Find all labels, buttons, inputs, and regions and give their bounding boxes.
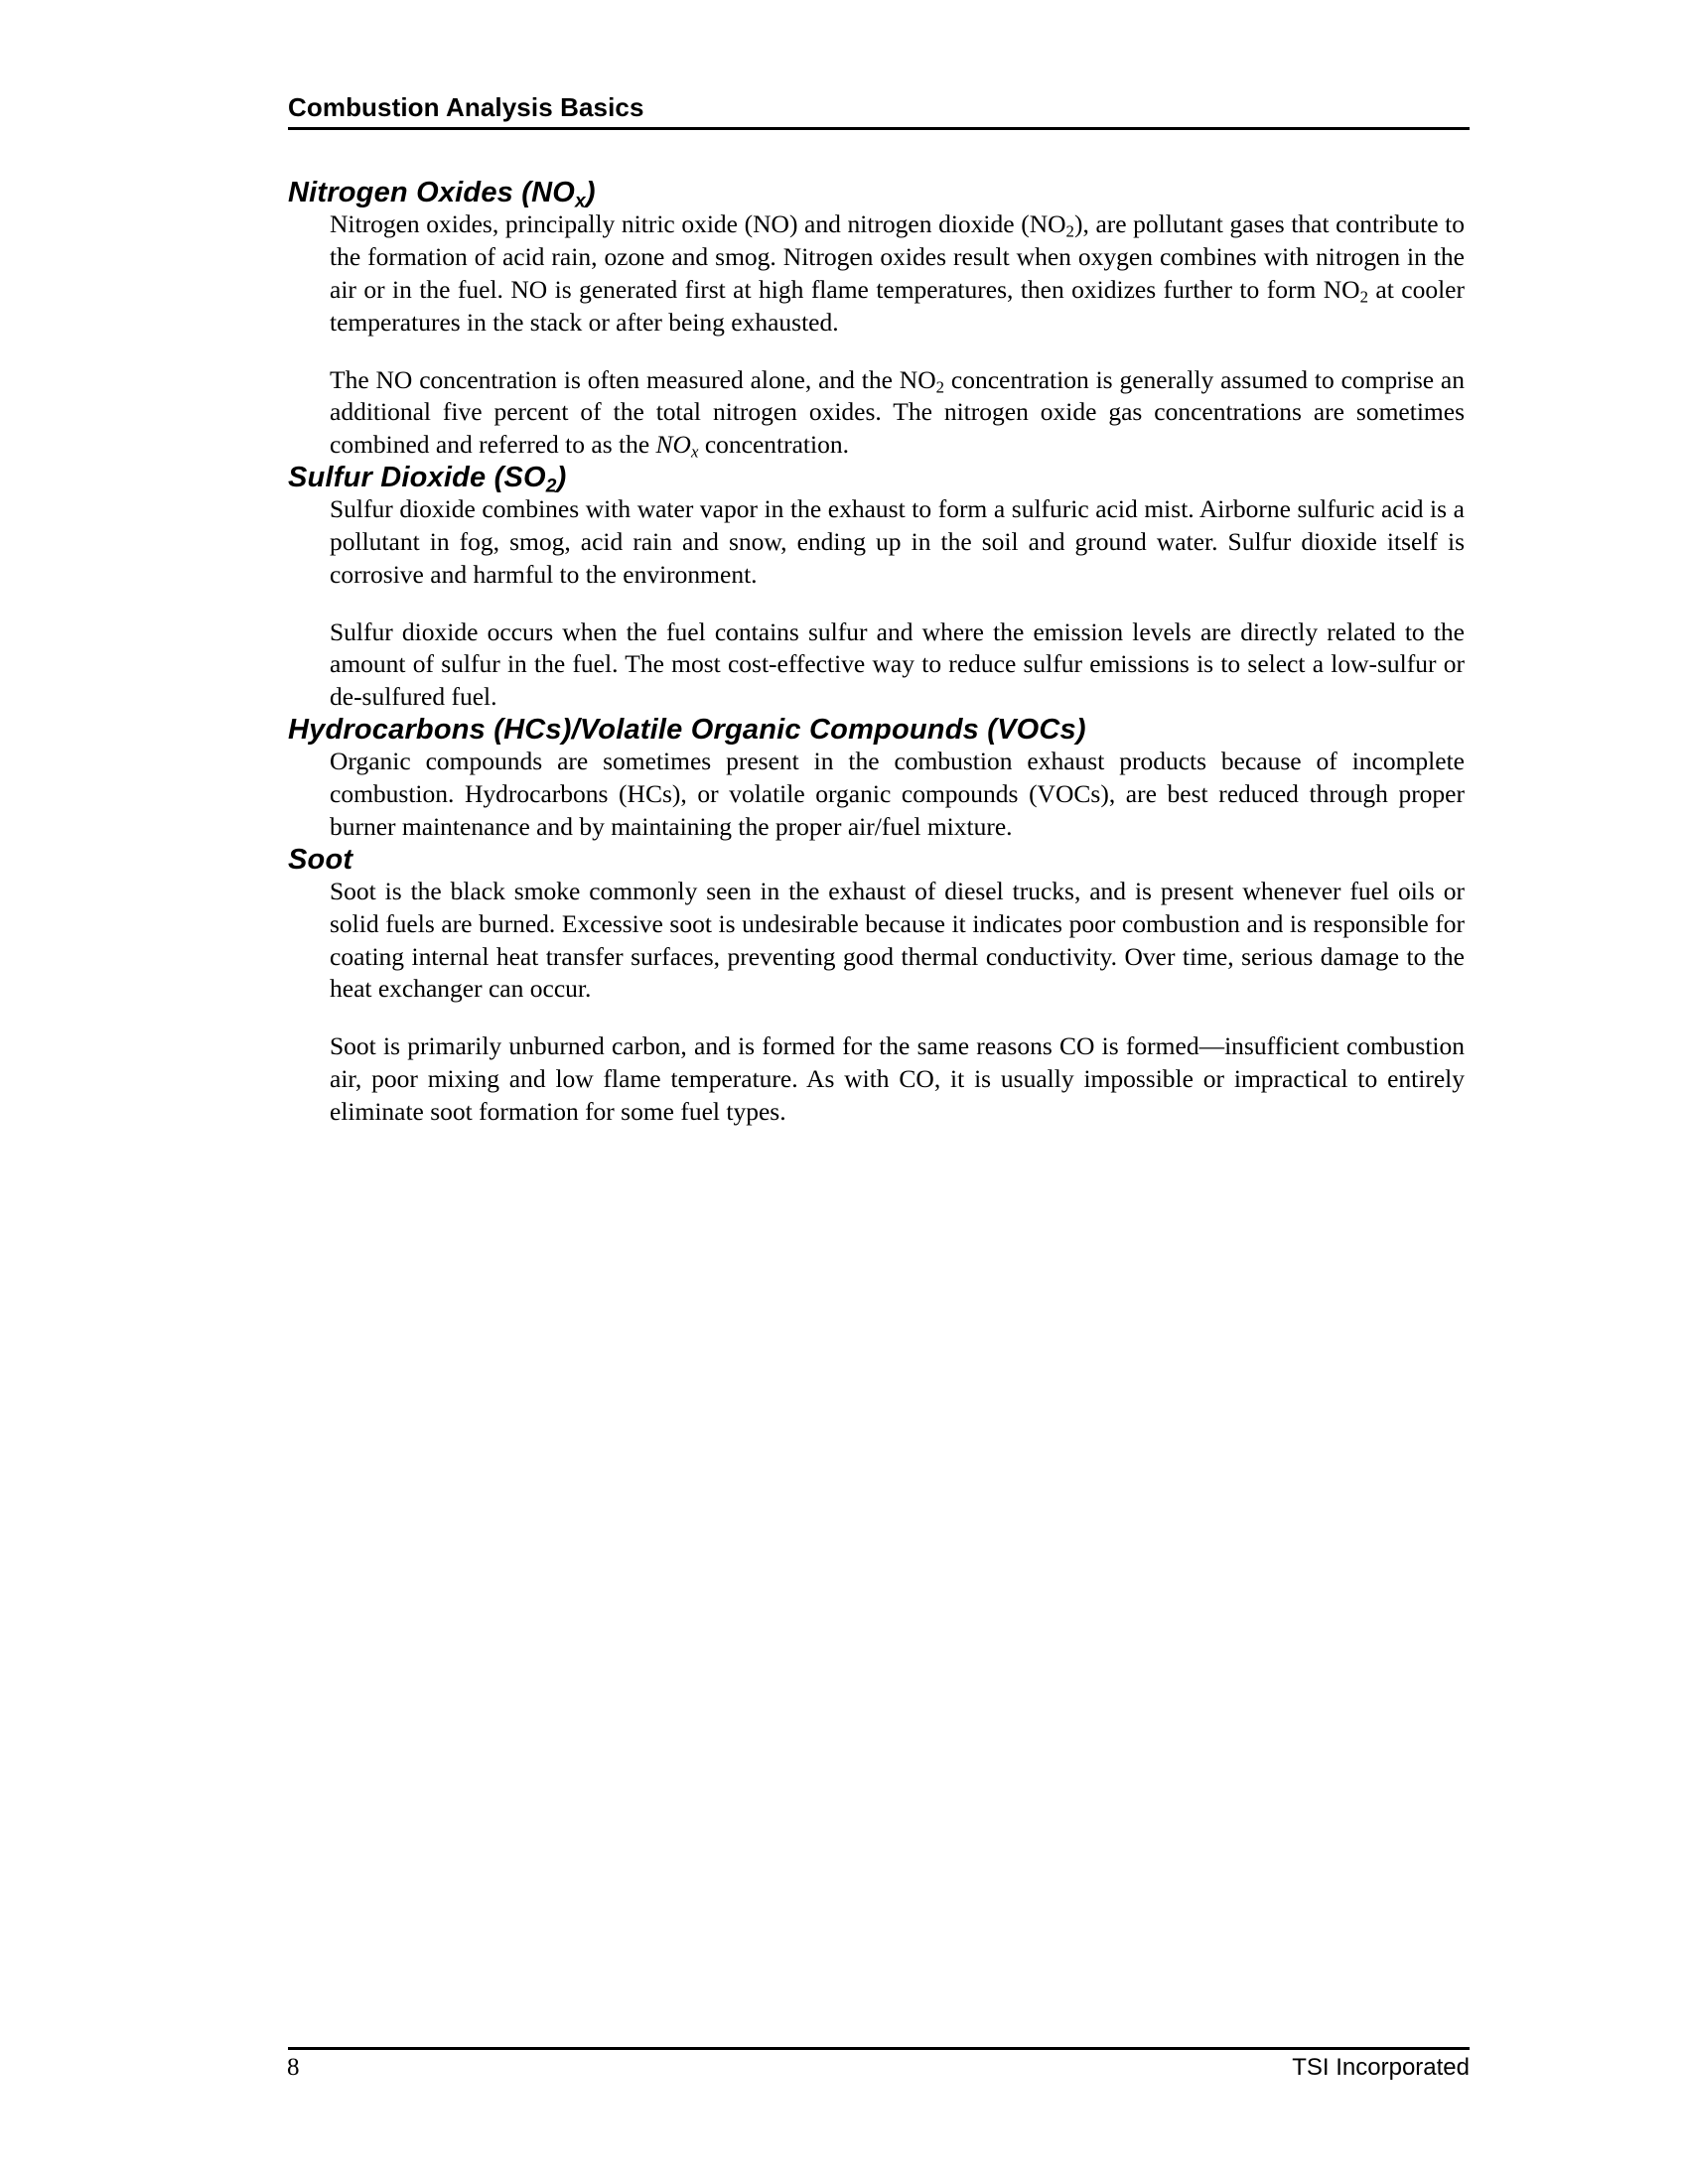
subscript: 2: [1359, 287, 1368, 307]
paragraph: [330, 746, 1465, 843]
section-body-soot: [330, 876, 1465, 1128]
italic-subscript: x: [690, 442, 699, 462]
text-run: at cooler temperatures in the stack or after being exhausted.: [330, 275, 1465, 337]
heading-subscript: x: [575, 191, 586, 212]
heading-subscript: 2: [545, 476, 557, 497]
text-run: concentration.: [698, 430, 849, 460]
footer-company-name: TSI Incorporated: [1292, 2054, 1470, 2081]
running-header: [288, 94, 1470, 130]
header-title: Combustion Analysis Basics: [288, 92, 644, 122]
text-run: ), are pollutant gases that contribute to the formation of acid rain, ozone and smog. Nitrogen oxides result when oxygen combines with nitrogen in the air or in the fuel. NO is generated first at high flame temperatures, then oxidizes further to form NO: [330, 209, 1466, 304]
text-run: Nitrogen oxides, principally nitric oxide (NO) and nitrogen dioxide (NO: [330, 209, 1066, 239]
text-run: concentration is generally assumed to comprise an additional five percent of the total nitrogen oxides. The nitrogen oxide gas concentrations are sometimes combined and referred to as the: [330, 364, 1465, 460]
header-divider: [288, 127, 1470, 130]
section-body-nitrogen-oxides: [330, 208, 1465, 461]
document-body: [288, 177, 1465, 1128]
page-number: 8: [287, 2054, 300, 2081]
paragraph: [330, 1030, 1465, 1128]
paragraph: [330, 876, 1465, 1006]
page-footer: [288, 2047, 1470, 2082]
section-body-sulfur-dioxide: [330, 493, 1465, 714]
heading-text: Nitrogen Oxides (NO: [288, 177, 575, 208]
section-heading-soot: [288, 844, 1465, 876]
text-run: Soot is primarily unburned carbon, and is formed for the same reasons CO is formed—insufficient combustion air, poor mixing and low flame temperature. As with CO, it is usually impossible or impractical to entirely eliminate soot formation for some fuel types.: [330, 1031, 1465, 1126]
heading-text-suffix: ): [556, 461, 567, 493]
paragraph: [330, 493, 1465, 591]
subscript: 2: [935, 377, 945, 397]
footer-divider: [288, 2047, 1470, 2050]
section-heading-sulfur-dioxide: [288, 461, 1465, 497]
section-heading-hydrocarbons-vocs: [288, 714, 1465, 746]
paragraph: [330, 364, 1465, 462]
heading-text: Sulfur Dioxide (SO: [288, 461, 546, 493]
text-run: Sulfur dioxide combines with water vapor in the exhaust to form a sulfuric acid mist. Airborne sulfuric acid is a pollutant in fog, smog, acid rain and snow, ending up in the soil and ground water. Sulfur dioxide itself is corrosive and harmful to the environment.: [330, 494, 1465, 589]
heading-text-suffix: ): [585, 177, 596, 208]
subscript: 2: [1065, 222, 1074, 242]
text-run: Organic compounds are sometimes present in the combustion exhaust products because of incomplete combustion. Hydrocarbons (HCs), or volatile organic compounds (VOCs), are best reduced through proper burner maintenance and by maintaining the proper air/fuel mixture.: [330, 747, 1465, 841]
text-run: Soot is the black smoke commonly seen in the exhaust of diesel trucks, and is present whenever fuel oils or solid fuels are burned. Excessive soot is undesirable because it indicates poor combustion and is responsible for coating internal heat transfer surfaces, preventing good thermal conductivity. Over time, serious damage to the heat exchanger can occur.: [330, 877, 1465, 1004]
italic-term: NO: [655, 430, 691, 460]
section-heading-nitrogen-oxides: [288, 177, 1465, 212]
text-run: The NO concentration is often measured alone, and the NO: [330, 364, 936, 394]
text-run: Sulfur dioxide occurs when the fuel contains sulfur and where the emission levels are directly related to the amount of sulfur in the fuel. The most cost-effective way to reduce sulfur emissions is to select a low-sulfur or de-sulfured fuel.: [330, 616, 1465, 712]
section-body-hydrocarbons-vocs: [330, 746, 1465, 843]
paragraph: [330, 616, 1465, 714]
paragraph: [330, 208, 1465, 339]
heading-text: Soot: [288, 843, 353, 876]
heading-text: Hydrocarbons (HCs)/Volatile Organic Compounds (VOCs): [288, 713, 1086, 746]
